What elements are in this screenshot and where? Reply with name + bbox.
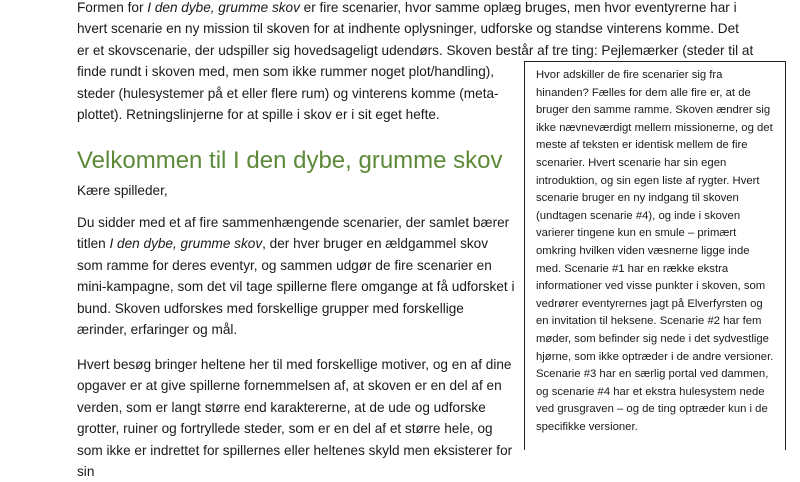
- paragraph-text: Du sidder med et af fire sammenhængende scenarier, der samlet bærer titlen: [77, 215, 510, 252]
- scenario-title: I den dybe, grumme skov: [147, 0, 300, 15]
- intro-line-3: er et skovscenarie, der udspiller sig hovedsageligt udendørs. Skoven består af tre ting: Pejlemærker (steder til at: [77, 42, 754, 58]
- paragraph-text: , der hver bruger en ældgammel skov som ramme for deres eventyr, og sammen udgør de fire scenarier en mini-kampagne, som det vil tage spillerne flere omgange at få udforsket i bund. Skoven udforskes med forskellige grupper med forskellige ærinder, erfaringer og mål.: [77, 236, 515, 338]
- greeting: Kære spilleder,: [77, 183, 168, 198]
- scenario-title: I den dybe, grumme skov: [109, 236, 263, 252]
- intro-line-2: hvert scenarie en ny mission til skoven for at indhente oplysninger, udforske og standse vinterens komme. Det: [77, 21, 739, 37]
- section-heading: Velkommen til I den dybe, grumme skov: [77, 147, 503, 174]
- intro-text: er fire scenarier, hvor samme oplæg bruges, men hvor eventyrerne har i: [299, 0, 737, 15]
- sidebar-box: [524, 61, 786, 450]
- intro-continuation: finde rundt i skoven med, men som ikke rummer noget plot/handling), steder (hulesystemer på et eller flere rum) og vinterens komme (meta-plottet). Retningslinjerne for at spille i skov er i sit eget hefte.: [77, 64, 499, 123]
- intro-line-1: [77, 0, 737, 18]
- body-paragraph-2: Hvert besøg bringer heltene her til med forskellige motiver, og en af dine opgaver er at give spillerne fornemmelsen af, at skoven er en del af en verden, som er langt større end karaktererne, at de ude og udforske grotter, ruiner og fortryllede steder, som er en del af et større hele, og som ikke er indrettet for spillernes eller heltenes skyld men eksisterer for sin: [77, 357, 513, 480]
- intro-text: Formen for: [77, 0, 148, 15]
- sidebar-text: Hvor adskiller de fire scenarier sig fra hinanden? Fælles for dem alle fire er, at de bruger den samme ramme. Skoven ændrer sig ikke nævneværdigt mellem missionerne, og det meste af teksten er identisk mellem de fire scenarier. Hvert scenarie har sin egen introduktion, og sin egen liste af rygter. Hvert scenarie bruger en ny indgang til skoven (undtagen scenarie #4), og inde i skoven varierer tingene kun en smule – primært omkring hvilken viden væsnerne ligge inde med. Scenarie #1 har en række ekstra informationer ved visse punkter i skoven, som vedrører eventyrernes jagt på Elverfyrsten og en invitation til heksene. Scenarie #2 har fem møder, som befinder sig nede i det sydvestlige hjørne, som ikke optræder i de andre versioner. Scenarie #3 har en særlig portal ved dammen, og scenarie #4 har et ekstra hulesystem nede ved grusgraven – og de ting optræder kun i de specifikke versioner.: [536, 69, 774, 433]
- body-paragraph-1: [77, 212, 517, 340]
